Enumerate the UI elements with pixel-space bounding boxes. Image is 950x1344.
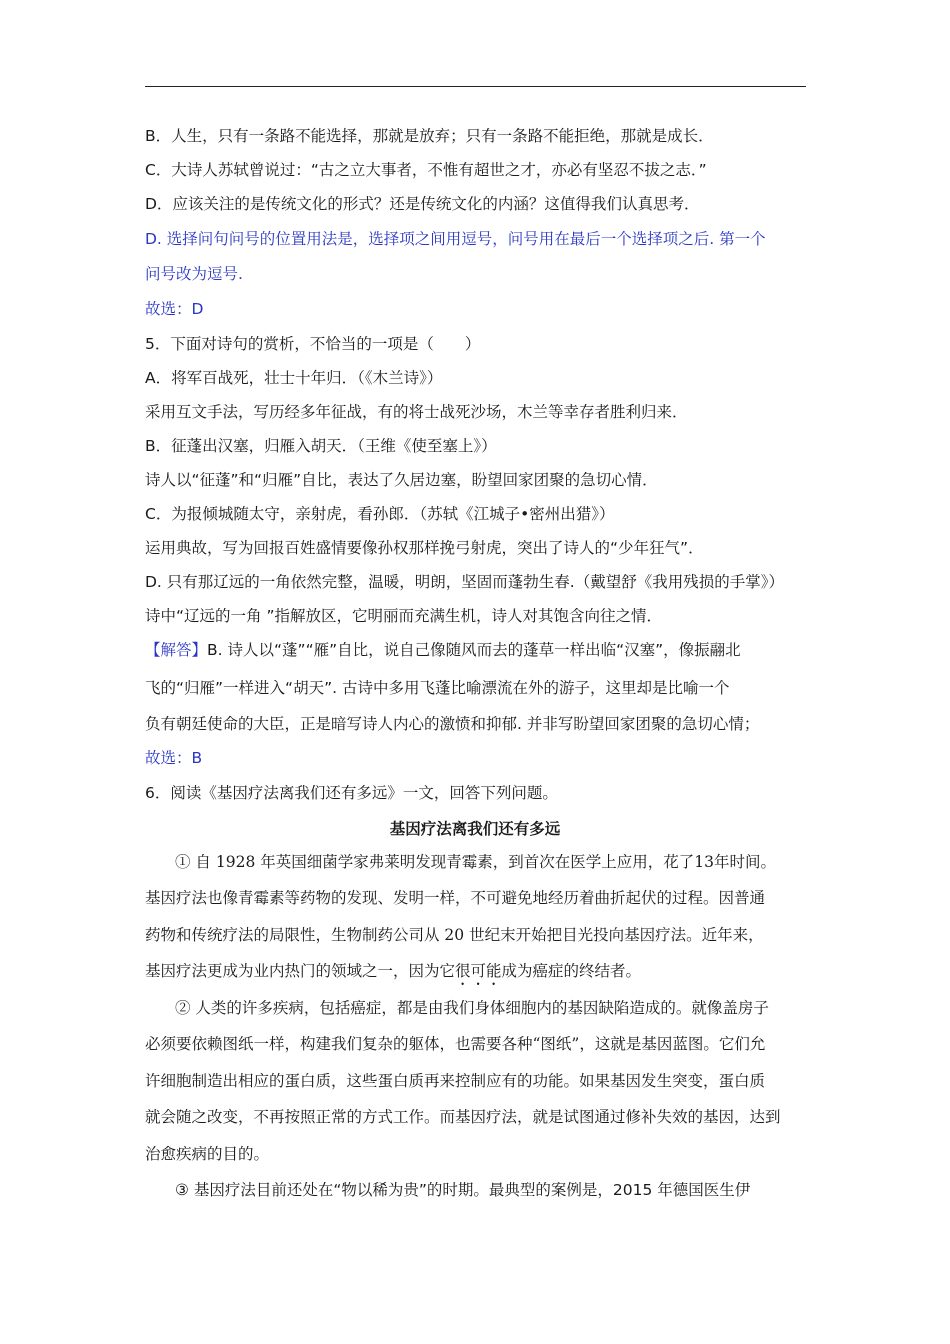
emphasized-word: 很可能 <box>455 962 502 980</box>
p2-line-4: 就会随之改变，不再按照正常的方式工作。而基因疗法，就是试图通过修补失效的基因，达到 <box>145 1108 781 1126</box>
q4-explanation-line-1: D. 选择问句问号的位置用法是，选择项之间用逗号，问号用在最后一个选择项之后. 第一个 <box>145 230 766 248</box>
p2-line-3: 许细胞制造出相应的蛋白质，这些蛋白质再来控制应有的功能。如果基因发生突变，蛋白质 <box>145 1072 766 1090</box>
p1-line-1: ① 自 1928 年英国细菌学家弗莱明发现青霉素，到首次在医学上应用，花了13年时间。 <box>175 853 776 871</box>
solution-tag: 【解答】 <box>145 641 208 659</box>
q5-option-a: A．将军百战死，壮士十年归．（《木兰诗》） <box>145 369 443 387</box>
p3-line-1: ③ 基因疗法目前还处在“物以稀为贵”的时期。最典型的案例是，2015 年德国医生伊 <box>175 1181 751 1199</box>
p1-line-4-start: 基因疗法更成为业内热门的领域之一，因为它 <box>145 962 456 980</box>
q6-stem: 6．阅读《基因疗法离我们还有多远》一文，回答下列问题。 <box>145 784 558 802</box>
header-rule <box>145 86 806 87</box>
q5-option-b-note: 诗人以“征蓬”和“归雁”自比，表达了久居边塞，盼望回家团聚的急切心情． <box>145 471 658 489</box>
p1-line-4-end: 成为癌症的终结者。 <box>501 962 642 980</box>
p2-line-1: ② 人类的许多疾病，包括癌症，都是由我们身体细胞内的基因缺陷造成的。就像盖房子 <box>175 999 769 1017</box>
q4-option-b: B．人生，只有一条路不能选择，那就是放弃；只有一条路不能拒绝，那就是成长． <box>145 127 714 145</box>
q5-answer: 故选：B <box>145 749 203 767</box>
q5-solution-line-1 <box>145 640 741 660</box>
q5-option-a-note: 采用互文手法，写历经多年征战，有的将士战死沙场，木兰等幸存者胜利归来． <box>145 403 688 421</box>
article-title: 基因疗法离我们还有多远 <box>389 820 561 838</box>
p2-line-5: 治愈疾病的目的。 <box>145 1145 270 1163</box>
p1-line-2: 基因疗法也像青霉素等药物的发现、发明一样，不可避免地经历着曲折起伏的过程。因普通 <box>145 889 766 907</box>
q5-stem: 5．下面对诗句的赏析，不恰当的一项是（ ） <box>145 335 481 353</box>
q5-option-d: D. 只有那辽远的一角依然完整，温暖，明朗，坚固而蓬勃生春.（戴望舒《我用残损的手掌》） <box>145 573 784 591</box>
q4-option-d: D．应该关注的是传统文化的形式？还是传统文化的内涵？这值得我们认真思考． <box>145 195 700 213</box>
solution-text: B. 诗人以“蓬”“雁”自比，说自己像随风而去的蓬草一样出临“汉塞”，像振翮北 <box>207 641 741 659</box>
q5-solution-line-2: 飞的“归雁”一样进入“胡天”. 古诗中多用飞蓬比喻漂流在外的游子，这里却是比喻一个 <box>145 679 730 697</box>
q4-explanation-line-2: 问号改为逗号. <box>145 265 243 283</box>
p1-line-3: 药物和传统疗法的局限性，生物制药公司从 20 世纪末开始把目光投向基因疗法。近年来， <box>145 926 764 944</box>
q5-option-c-note: 运用典故，写为回报百姓盛情要像孙权那样挽弓射虎，突出了诗人的“少年狂气”． <box>145 539 704 557</box>
p2-line-2: 必须要依赖图纸一样，构建我们复杂的躯体，也需要各种“图纸”，这就是基因蓝图。它们允 <box>145 1035 766 1053</box>
q4-option-c: C．大诗人苏轼曾说过：“古之立大事者，不惟有超世之才，亦必有坚忍不拔之志．” <box>145 161 707 179</box>
q5-option-d-note: 诗中“辽远的一角 ”指解放区，它明丽而充满生机，诗人对其饱含向往之情． <box>145 607 662 625</box>
q5-option-b: B．征蓬出汉塞，归雁入胡天．（王维《使至塞上》） <box>145 437 497 455</box>
p1-line-4 <box>145 961 641 989</box>
q5-solution-line-3: 负有朝廷使命的大臣，正是暗写诗人内心的激愤和抑郁. 并非写盼望回家团聚的急切心情； <box>145 715 760 733</box>
q5-option-c: C．为报倾城随太守，亲射虎，看孙郎．（苏轼《江城子•密州出猎》） <box>145 505 615 523</box>
q4-answer: 故选：D <box>145 300 204 318</box>
